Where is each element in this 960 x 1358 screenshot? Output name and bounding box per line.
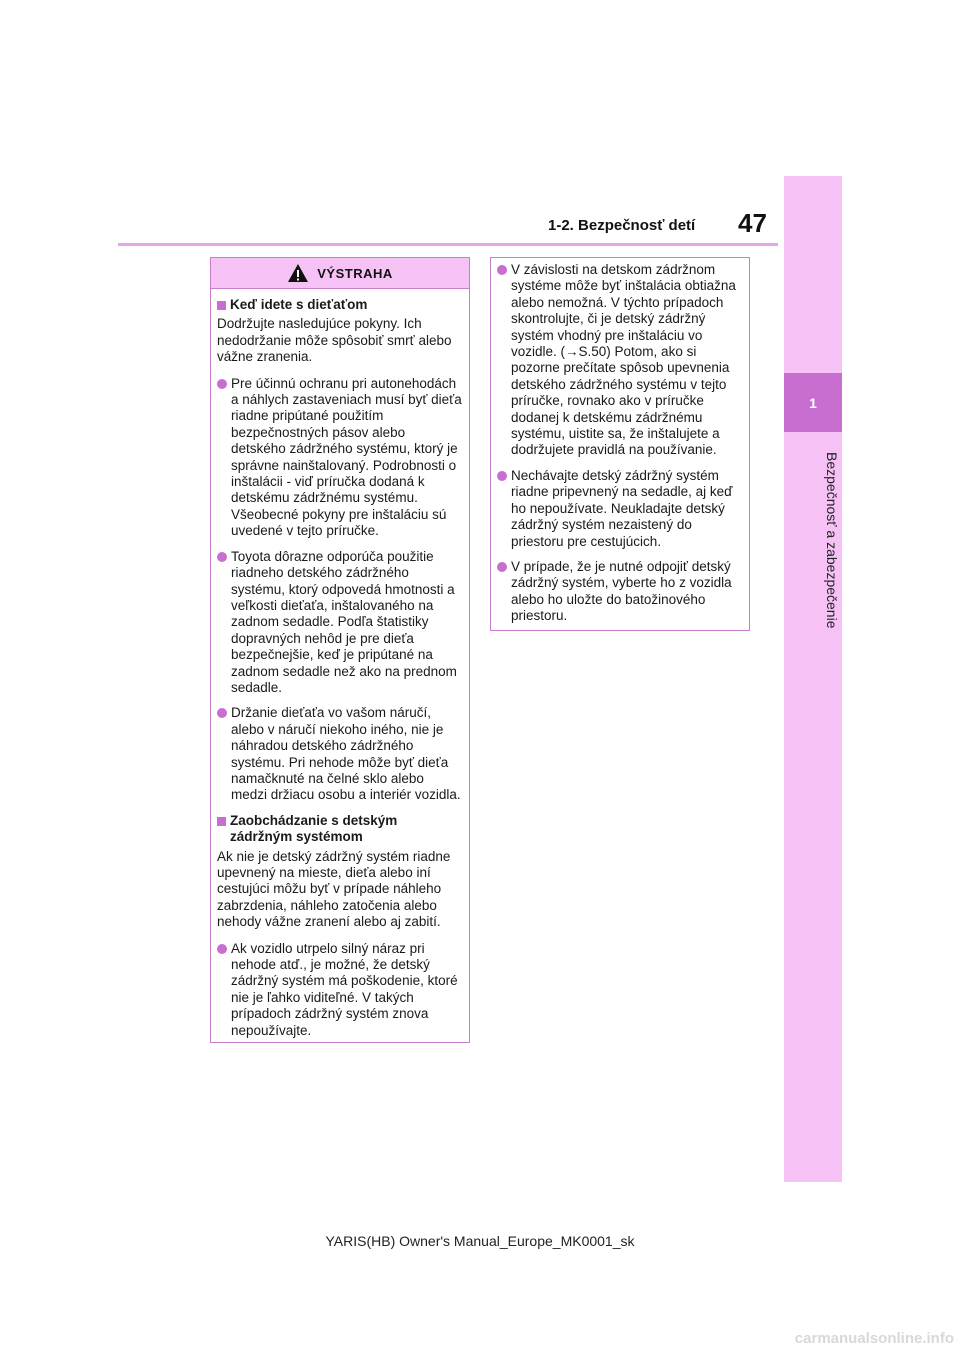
warning-bullet — [217, 376, 463, 540]
header-rule — [118, 243, 778, 246]
watermark: carmanualsonline.info — [794, 1330, 954, 1347]
warning-body — [211, 289, 469, 1054]
round-bullet-icon — [217, 552, 227, 562]
footer-manual-id: YARIS(HB) Owner's Manual_Europe_MK0001_sk — [325, 1233, 635, 1249]
continuation-bullet-text: V závislosti na detskom zádržnom systéme môže byť inštalácia obtiažna alebo nemožná. V týchto prípadoch skontrolujte, či je detský zádržný systém vhodný pre inštaláciu vo vozidle. (→S.50) Potom, ako si pozorne prečítate spôsob upevnenia detského zádržného systému v tejto príručke, rovnako ako v príručke dodanej k detskému zádržnému systému, uistite sa, že inštalujete a dodržujete pravidlá na používanie. — [511, 262, 736, 458]
warning-bullet — [217, 705, 463, 803]
round-bullet-icon — [217, 379, 227, 389]
chapter-side-tab — [784, 176, 842, 1182]
warning-bullet-text: Držanie dieťaťa vo vašom náručí, alebo v náručí niekoho iného, nie je náhradou detského zádržného systému. Pri nehode môže byť dieťa namačknuté na čelné sklo alebo medzi držiacu osobu a interiér vozidla. — [231, 705, 461, 803]
chapter-number: 1 — [784, 373, 842, 432]
warning-bullet-text: Toyota dôrazne odporúča použitie riadneho detského zádržného systému, ktorý odpovedá hmotnosti a veľkosti dieťaťa, inštalovaného na zadnom sedadle. Podľa štatistiky dopravných nehôd je pre dieťa bezpečnejšie, keď je pripútané na zadnom sedadle než ako na prednom sedadle. — [231, 548, 457, 695]
warning-paragraph-2: Ak nie je detský zádržný systém riadne upevnený na mieste, dieťa alebo iní cestujúci môžu byť v prípade náhleho zabrzdenia, náhleho zatočenia alebo nehody vážne zranení alebo aj zabití. — [217, 848, 451, 930]
round-bullet-icon — [217, 944, 227, 954]
warning-heading-2 — [217, 813, 463, 846]
warning-box — [210, 257, 470, 1043]
continuation-bullet — [497, 468, 743, 550]
page-number: 47 — [738, 208, 767, 238]
warning-bullet-text: Ak vozidlo utrpelo silný náraz pri nehode atď., je možné, že detský zádržný systém má poškodenie, ktoré nie je ľahko viditeľné. V takých prípadoch zádržný systém znova nepoužívajte. — [231, 940, 458, 1038]
warning-title: VÝSTRAHA — [317, 265, 393, 281]
warning-bullet — [217, 941, 463, 1039]
warning-paragraph-1: Dodržujte nasledujúce pokyny. Ich nedodržanie môže spôsobiť smrť alebo vážne zranenia. — [217, 316, 452, 365]
warning-header — [211, 258, 469, 289]
chapter-label: Bezpečnosť a zabezpečenie — [824, 451, 840, 629]
warning-heading-1-text: Keď idete s dieťaťom — [230, 297, 368, 312]
warning-heading-2-text: Zaobchádzanie s detským zádržným systémom — [230, 812, 398, 845]
round-bullet-icon — [217, 708, 227, 718]
continuation-bullet-text: Nechávajte detský zádržný systém riadne pripevnený na sedadle, aj keď ho nepoužívate. Neukladajte detský zádržný systém nezaistený do priestoru pre cestujúcich. — [511, 467, 733, 549]
round-bullet-icon — [497, 265, 507, 275]
section-title: 1-2. Bezpečnosť detí — [548, 217, 696, 234]
round-bullet-icon — [497, 562, 507, 572]
warning-triangle-icon — [287, 263, 309, 283]
continuation-bullet — [497, 559, 743, 625]
square-bullet-icon — [217, 301, 226, 310]
warning-bullet-text: Pre účinnú ochranu pri autonehodách a náhlych zastaveniach musí byť dieťa riadne pripútané použitím bezpečnostných pásov alebo detského zádržného systému, ktorý je správne nainštalovaný. Podrobnosti o inštalácii - viď príručka dodaná k detskému zádržnému systému. Všeobecné pokyny pre inštaláciu sú uvedené v tejto príručke. — [231, 375, 462, 539]
warning-heading-1 — [217, 297, 463, 313]
continuation-body — [491, 258, 749, 640]
round-bullet-icon — [497, 471, 507, 481]
continuation-bullet — [497, 262, 743, 459]
continuation-bullet-text: V prípade, že je nutné odpojiť detský zádržný systém, vyberte ho z vozidla alebo ho uložte do batožinového priestoru. — [511, 558, 732, 624]
square-bullet-icon — [217, 817, 226, 826]
warning-continuation-box — [490, 257, 750, 631]
warning-bullet — [217, 549, 463, 697]
